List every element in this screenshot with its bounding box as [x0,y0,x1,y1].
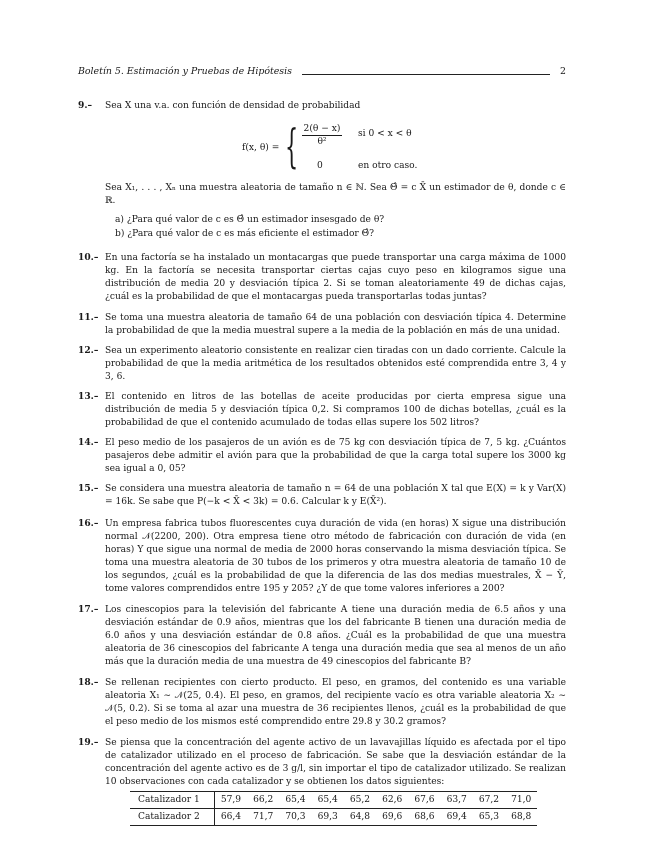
table-cell: 71,7 [247,809,279,826]
table-cell: 68,6 [408,809,440,826]
table-row [130,809,537,826]
formula-zero: 0 [317,161,323,171]
problem-number: 13.– [78,391,99,402]
problem-number: 11.– [78,312,99,323]
density-formula [242,119,482,173]
problem-text: El contenido en litros de las botellas de aceite producidas por cierta empresa sigue una distribución de media 5 y desviación típica 0,2. Si compramos 100 de dichas botellas, ¿cuál es la probabilidad de que el contenido acumulado de todas ellas supere los 502 litros? [105,392,566,428]
table-cell: 69,6 [376,809,408,826]
row-label: Catalizador 2 [130,809,214,826]
header-rule [302,74,550,75]
formula-condition-2: en otro caso. [358,161,418,171]
formula-condition-1: si 0 < x < θ [358,129,412,139]
problem-16 [78,518,566,595]
problem-18 [78,677,566,729]
problem-text: Se considera una muestra aleatoria de tamaño n = 64 de una población X tal que E(X) = k y Var(X) = 16k. Se sabe que P(−k < X̄ < 3k) = 0.6. Calcular k y E(X̄²). [105,484,566,507]
formula-lhs: f(x, θ) = [242,143,280,153]
fraction-denominator: θ² [317,137,327,147]
table-cell: 63,7 [441,792,473,809]
problem-text: Los cinescopios para la televisión del fabricante A tiene una duración media de 6.5 años y una desviación estándar de 0.9 años, mientras que los del fabricante B tienen una duración media de 6.0 años y una desviación estándar de 0.8 años. ¿Cuál es la probabilidad de que una muestra aleatoria de 36 cinescopios del fabricante A tenga una duración media que sea al menos de un año más que la duración media de una muestra de 49 cinescopios del fabricante B? [105,605,566,667]
table-cell: 65,2 [344,792,376,809]
problem-number: 15.– [78,483,99,494]
problem-13 [78,391,566,430]
problem-11 [78,312,566,338]
table-cell: 69,3 [312,809,344,826]
row-label: Catalizador 1 [130,792,214,809]
problem-10 [78,252,566,304]
table-cell: 71,0 [505,792,537,809]
table-cell: 65,4 [312,792,344,809]
problem-9-continued [78,182,566,242]
problem-number: 9.– [78,100,93,111]
fraction-numerator: 2(θ − x) [303,124,341,134]
table-cell: 68,8 [505,809,537,826]
problem-number: 10.– [78,252,99,263]
problem-number: 16.– [78,518,99,529]
problem-text: Se rellenan recipientes con cierto producto. El peso, en gramos, del contenido es una variable aleatoria X₁ ∼ 𝒩(25, 0.4). El peso, en gramos, del recipiente vacío es otra variable aleatoria X₂ ∼ 𝒩(5, 0.2). Si se toma al azar una muestra de 36 recipientes llenos, ¿cuál es la probabilidad de que el peso medio de los mismos esté comprendido entre 29.8 y 30.2 gramos? [105,678,566,727]
subquestion-list [105,214,566,241]
table-cell: 57,9 [214,792,247,809]
problem-number: 14.– [78,437,99,448]
page-number: 2 [560,65,566,77]
problem-text: Sea X₁, . . . , Xₙ una muestra aleatoria de tamaño n ∈ ℕ. Sea Θ̂ = c X̄ un estimador de θ, donde c ∈ ℝ. [105,183,566,206]
problem-text: Sea un experimento aleatorio consistente en realizar cien tiradas con un dado corriente. Calcule la probabilidad de que la media aritmética de los resultados obtenidos esté comprendida entre 3, 4 y 3, 6. [105,346,566,382]
subquestion-b: b) ¿Para qué valor de c es más eficiente el estimador Θ̂? [115,228,374,239]
table-cell: 65,3 [473,809,505,826]
problem-number: 18.– [78,677,99,688]
problem-9 [78,100,566,113]
header-title: Boletín 5. Estimación y Pruebas de Hipótesis [78,65,292,77]
table-cell: 65,4 [279,792,311,809]
problem-text: Un empresa fabrica tubos fluorescentes cuya duración de vida (en horas) X sigue una distribución normal 𝒩(2200, 200). Otra empresa tiene otro método de fabricación con duración de vida (en horas) Y que sigue una normal de media de 2000 horas conservando la misma desviación típica. Se toma una muestra aleatoria de 30 tubos de los primeros y otra muestra aleatoria de tamaño 10 de los segundos, ¿cuál es la probabilidad de que la diferencia de las dos medias muestrales, X̄ − Ȳ, tome valores comprendidos entre 195 y 205? ¿Y de que tome valores inferiores a 200? [105,519,566,594]
formula-fraction [302,124,342,147]
problem-19 [78,737,566,789]
subquestion-a: a) ¿Para qué valor de c es Θ̂ un estimador insesgado de θ? [115,214,385,225]
table-cell: 62,6 [376,792,408,809]
table-cell: 70,3 [279,809,311,826]
catalyst-data-table [130,791,537,826]
page-header [78,64,566,78]
table-cell: 69,4 [441,809,473,826]
problem-text: En una factoría se ha instalado un montacargas que puede transportar una carga máxima de 1000 kg. En la factoría se necesita transportar ciertas cajas cuyo peso en kilogramos sigue una distribución de media 20 y desviación típica 2. Si se toman aleatoriamente 49 de dichas cajas, ¿cuál es la probabilidad de que el montacargas pueda transportarlas todas juntas? [105,253,566,302]
formula-brace: { [285,119,299,173]
table-cell: 66,4 [214,809,247,826]
table-cell: 67,6 [408,792,440,809]
problem-text: El peso medio de los pasajeros de un avión es de 75 kg con desviación típica de 7, 5 kg. ¿Cuántos pasajeros debe admitir el avión para que la probabilidad de que la carga total supere los 3000 kg sea igual a 0, 05? [105,438,566,474]
table-row [130,792,537,809]
problem-12 [78,345,566,384]
problem-17 [78,604,566,669]
problem-15 [78,483,566,509]
problem-text: Sea X una v.a. con función de densidad de probabilidad [105,101,361,111]
problem-number: 19.– [78,737,99,748]
problem-text: Se piensa que la concentración del agente activo de un lavavajillas líquido es afectada por el tipo de catalizador utilizado en el proceso de fabricación. Se sabe que la desviación estándar de la concentración del agente activo es de 3 g/l, sin importar el tipo de catalizador utilizado. Se realizan 10 observaciones con cada catalizador y se obtienen los datos siguientes: [105,738,566,787]
problem-14 [78,437,566,476]
table-cell: 67,2 [473,792,505,809]
table-cell: 64,8 [344,809,376,826]
problem-number: 12.– [78,345,99,356]
problem-number: 17.– [78,604,99,615]
problem-text: Se toma una muestra aleatoria de tamaño 64 de una población con desviación típica 4. Determine la probabilidad de que la media muestral supere a la media de la población en más de una unidad. [105,313,566,336]
table-cell: 66,2 [247,792,279,809]
